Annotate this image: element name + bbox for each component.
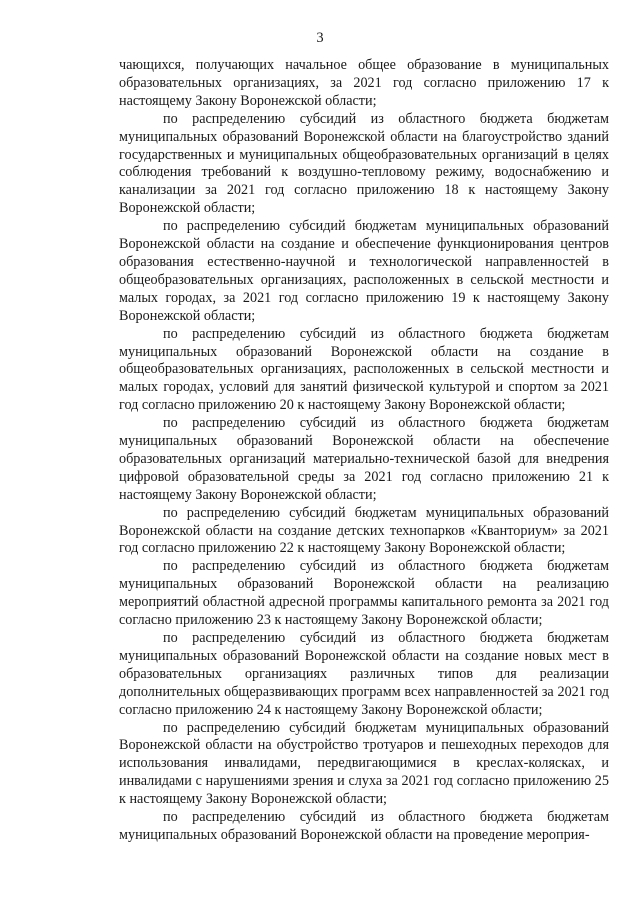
paragraph: по распределению субсидий из областного бюджета бюджетам муниципальных образований Воронежской области на благоустройство зданий государственных и муниципальных общеобразовательных организаций в целях соблюдения требований к воздушно-тепловому режиму, водоснабжению и канализации за 2021 год согласно приложению 18 к настоящему Закону Воронежской области; <box>119 110 609 217</box>
paragraph: по распределению субсидий из областного бюджета бюджетам муниципальных образований Воронежской области на создание в общеобразовательных организациях, расположенных в сельской местности и малых городах, условий для занятий физической культурой и спортом за 2021 год согласно приложению 20 к настоящему Закону Воронежской области; <box>119 325 609 414</box>
paragraph: по распределению субсидий бюджетам муниципальных образований Воронежской области на создание детских технопарков «Кванториум» за 2021 год согласно приложению 22 к настоящему Закону Воронежской области; <box>119 504 609 557</box>
paragraph: по распределению субсидий из областного бюджета бюджетам муниципальных образований Воронежской области на реализацию мероприятий областной адресной программы капитального ремонта за 2021 год согласно приложению 23 к настоящему Закону Воронежской области; <box>119 558 609 629</box>
page-number: 3 <box>316 30 324 46</box>
document-body <box>119 57 609 845</box>
paragraph: по распределению субсидий из областного бюджета бюджетам муниципальных образований Воронежской области на проведение мероприя- <box>119 809 609 843</box>
paragraph: по распределению субсидий из областного бюджета бюджетам муниципальных образований Воронежской области на создание новых мест в образовательных организациях различных типов для реализации дополнительных общеразвивающих программ всех направленностей за 2021 год согласно приложению 24 к настоящему Закону Воронежской области; <box>119 630 609 718</box>
paragraph: по распределению субсидий бюджетам муниципальных образований Воронежской области на обустройство тротуаров и пешеходных переходов для использования инвалидами, передвигающимися в креслах-колясках, и инвалидами с нарушениями зрения и слуха за 2021 год согласно приложению 25 к настоящему Закону Воронежской области; <box>119 719 609 808</box>
paragraph: чающихся, получающих начальное общее образование в муниципальных образовательных организациях, за 2021 год согласно приложению 17 к настоящему Закону Воронежской области; <box>119 57 609 109</box>
paragraph: по распределению субсидий бюджетам муниципальных образований Воронежской области на создание и обеспечение функционирования центров образования естественно-научной и технологической направленностей в общеобразовательных организациях, расположенных в сельской местности и малых городах, за 2021 год согласно приложению 19 к настоящему Закону Воронежской области; <box>119 218 609 324</box>
paragraph: по распределению субсидий из областного бюджета бюджетам муниципальных образований Воронежской области на обеспечение образовательных организаций материально-технической базой для внедрения цифровой образовательной среды за 2021 год согласно приложению 21 к настоящему Закону Воронежской области; <box>119 415 609 503</box>
